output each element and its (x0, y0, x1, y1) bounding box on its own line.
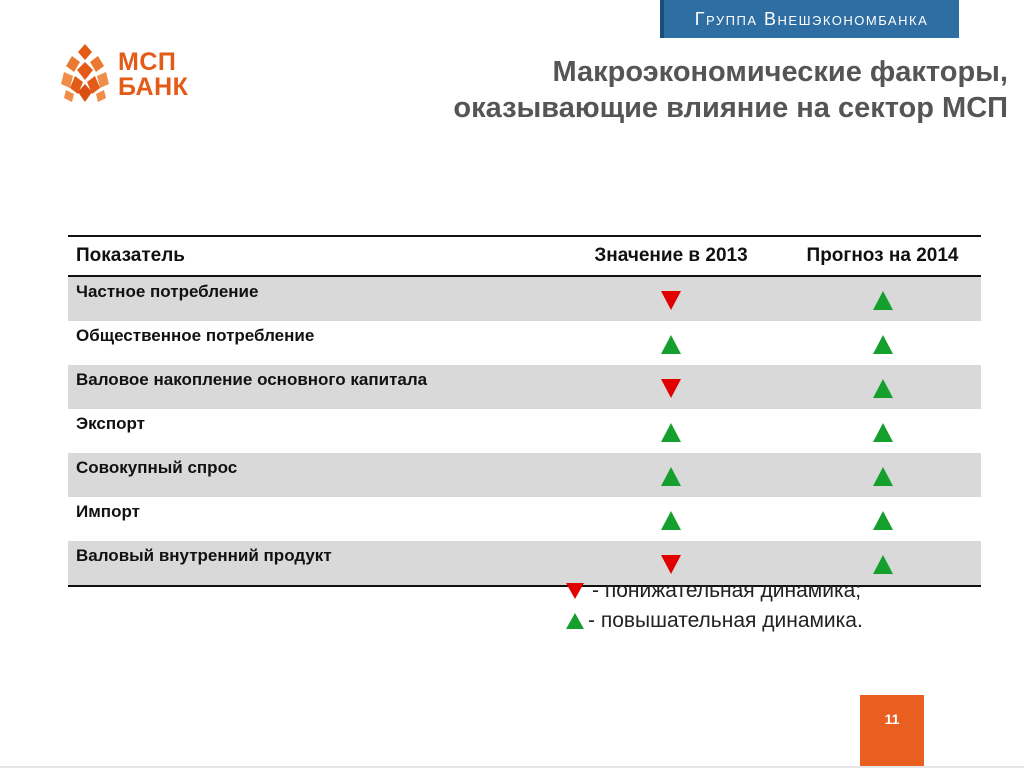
down-arrow-icon (661, 379, 681, 398)
value-2013-cell (558, 276, 784, 321)
page-number: 11 (860, 695, 924, 768)
group-banner (660, 0, 959, 38)
forecast-2014-cell (784, 409, 981, 453)
down-arrow-icon (566, 583, 584, 599)
up-arrow-icon (873, 467, 893, 486)
up-arrow-icon (873, 291, 893, 310)
table-body (68, 276, 981, 586)
up-arrow-icon (873, 423, 893, 442)
indicator-name: Валовое накопление основного капитала (68, 365, 558, 409)
indicator-name: Импорт (76, 502, 140, 521)
table-row (68, 409, 981, 453)
legend-down (566, 576, 863, 606)
up-arrow-icon (661, 423, 681, 442)
up-arrow-icon (873, 555, 893, 574)
value-2013-cell (558, 497, 784, 541)
value-2013-cell (558, 365, 784, 409)
table-row (68, 453, 981, 497)
logo-line-1: МСП (118, 48, 177, 76)
forecast-2014-cell (784, 497, 981, 541)
legend-up-text: - повышательная динамика. (588, 609, 863, 632)
up-arrow-icon (873, 379, 893, 398)
down-arrow-icon (661, 291, 681, 310)
table-row (68, 497, 981, 541)
group-label: Группа Внешэкономбанка (694, 8, 929, 29)
table-row (68, 276, 981, 321)
up-arrow-icon (661, 335, 681, 354)
table-row (68, 365, 981, 409)
forecast-2014-cell (784, 453, 981, 497)
logo-text (118, 50, 188, 100)
down-arrow-icon (661, 555, 681, 574)
up-arrow-icon (873, 511, 893, 530)
value-2013-cell (558, 453, 784, 497)
indicator-name: Общественное потребление (76, 326, 315, 345)
up-arrow-icon (873, 335, 893, 354)
slide-title: Макроэкономические факторы, оказывающие влияние на сектор МСП (453, 56, 1008, 124)
up-arrow-icon (661, 511, 681, 530)
indicator-name: Совокупный спрос (68, 453, 558, 497)
logo-cone-icon (58, 42, 112, 108)
up-arrow-icon (661, 467, 681, 486)
column-header-forecast-2014: Прогноз на 2014 (784, 236, 981, 276)
legend-down-text: - понижательная динамика; (592, 579, 862, 602)
value-2013-cell (558, 321, 784, 365)
indicator-name: Частное потребление (68, 276, 558, 321)
legend (566, 576, 863, 636)
indicator-name: Валовый внутренний продукт (68, 541, 558, 586)
forecast-2014-cell (784, 321, 981, 365)
table-row (68, 321, 981, 365)
indicator-name: Экспорт (76, 414, 145, 433)
logo (58, 42, 188, 108)
value-2013-cell (558, 409, 784, 453)
logo-line-2: БАНК (118, 73, 189, 101)
legend-up (566, 606, 863, 636)
column-header-value-2013: Значение в 2013 (558, 236, 784, 276)
forecast-2014-cell (784, 276, 981, 321)
up-arrow-icon (566, 613, 584, 629)
column-header-indicator: Показатель (68, 236, 558, 276)
factors-table (68, 235, 981, 587)
table-header-row (68, 236, 981, 276)
forecast-2014-cell (784, 365, 981, 409)
